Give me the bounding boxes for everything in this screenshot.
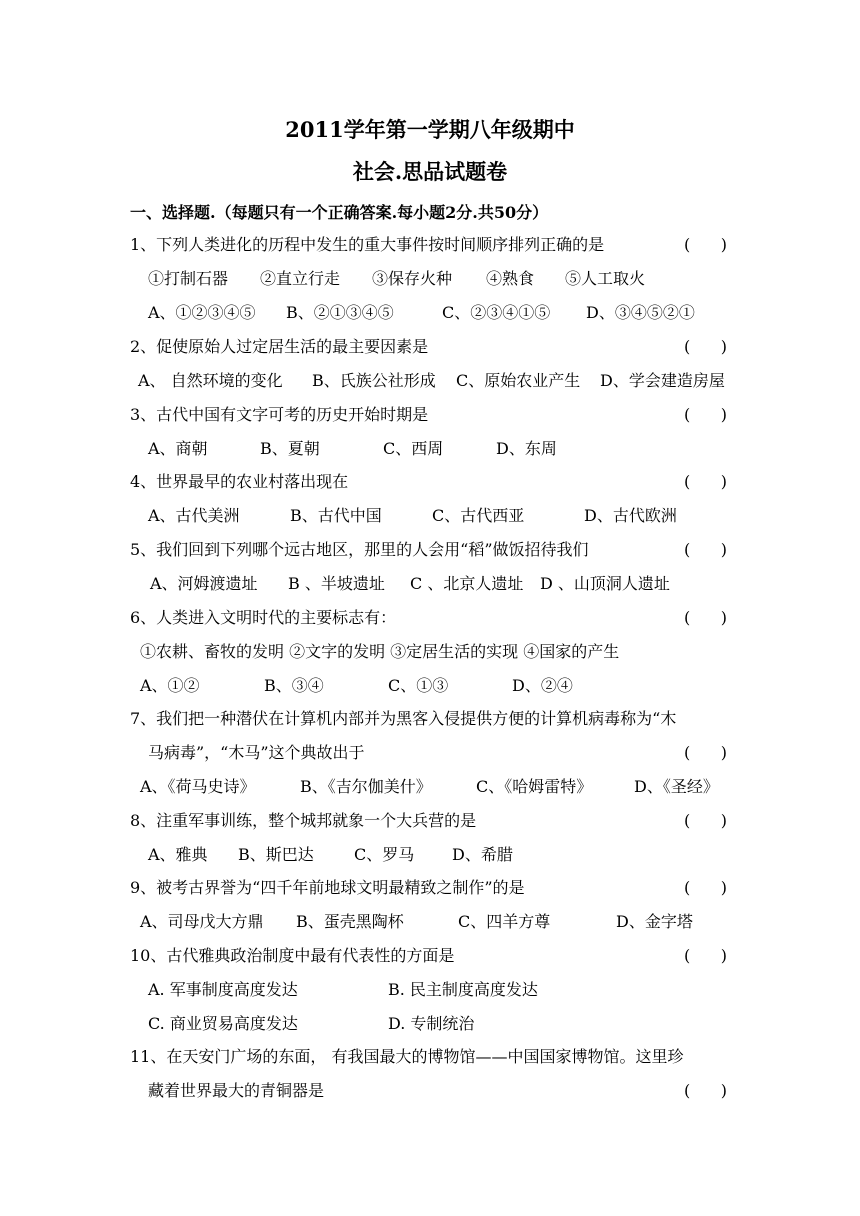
question-10-option: D. 专制统治: [388, 1014, 475, 1033]
question-2-stem: 2、促使原始人过定居生活的最主要因素是: [130, 337, 429, 356]
question-2-option: A、 自然环境的变化: [138, 371, 283, 390]
question-5-option: A、河姆渡遗址: [150, 574, 258, 593]
question-4-option: D、古代欧洲: [584, 506, 677, 525]
question-1-stem: 1、下列人类进化的历程中发生的重大事件按时间顺序排列正确的是: [130, 235, 605, 254]
question-4-option: A、古代美洲: [148, 506, 240, 525]
question-4-stem: 4、世界最早的农业村落出现在: [130, 472, 349, 491]
question-10-stem: 10、古代雅典政治制度中最有代表性的方面是: [130, 946, 455, 965]
answer-bracket: ( ): [684, 743, 727, 762]
question-5-option: B 、半坡遗址: [288, 574, 385, 593]
question-4-option: B、古代中国: [290, 506, 382, 525]
answer-bracket: ( ): [684, 235, 727, 254]
question-7-option: D、《圣经》: [634, 777, 719, 796]
question-2-option: C、原始农业产生: [456, 371, 581, 390]
answer-bracket: ( ): [684, 946, 727, 965]
answer-bracket: ( ): [684, 1081, 727, 1100]
question-3-option: D、东周: [496, 439, 557, 458]
question-8-option: B、斯巴达: [238, 845, 314, 864]
answer-bracket: ( ): [684, 405, 727, 424]
question-1-event: ①打制石器: [148, 269, 229, 288]
question-8-option: D、希腊: [452, 845, 513, 864]
question-9-stem: 9、被考古界誉为“四千年前地球文明最精致之制作”的是: [130, 878, 525, 897]
question-7-option: C、《哈姆雷特》: [476, 777, 593, 796]
answer-bracket: ( ): [684, 472, 727, 491]
question-3-option: C、西周: [383, 439, 444, 458]
question-2-option: B、氏族公社形成: [312, 371, 436, 390]
question-8-option: A、雅典: [148, 845, 208, 864]
question-5-option: D 、山顶洞人遗址: [540, 574, 670, 593]
question-7-stem-continued: 马病毒”，“木马”这个典故出于: [148, 743, 365, 762]
question-7-option: B、《吉尔伽美什》: [300, 777, 432, 796]
exam-title: 2011学年第一学期八年级期中: [285, 117, 575, 142]
question-9-option: D、金字塔: [616, 912, 693, 931]
question-8-stem: 8、注重军事训练，整个城邦就象一个大兵营的是: [130, 811, 477, 830]
question-1-option: B、②①③④⑤: [286, 303, 394, 322]
question-6-option: A、①②: [140, 676, 200, 695]
answer-bracket: ( ): [684, 811, 727, 830]
question-1-event: ②直立行走: [260, 269, 341, 288]
question-6-option: C、①③: [388, 676, 449, 695]
question-10-option: C. 商业贸易高度发达: [148, 1014, 298, 1033]
question-1-option: D、③④⑤②①: [586, 303, 695, 322]
answer-bracket: ( ): [684, 878, 727, 897]
question-6-option: B、③④: [264, 676, 324, 695]
question-3-option: B、夏朝: [260, 439, 320, 458]
question-1-event: ③保存火种: [372, 269, 453, 288]
question-9-option: A、司母戊大方鼎: [140, 912, 264, 931]
question-9-option: B、蛋壳黑陶杯: [296, 912, 404, 931]
question-10-option: A. 军事制度高度发达: [148, 980, 298, 999]
question-11-stem-continued: 藏着世界最大的青铜器是: [148, 1081, 325, 1100]
question-1-event: ④熟食: [486, 269, 535, 288]
question-1-option: C、②③④①⑤: [442, 303, 551, 322]
answer-bracket: ( ): [684, 540, 727, 559]
question-8-option: C、罗马: [354, 845, 415, 864]
question-7-stem: 7、我们把一种潜伏在计算机内部并为黑客入侵提供方便的计算机病毒称为“木: [130, 709, 677, 728]
exam-subtitle: 社会.思品试题卷: [352, 159, 508, 184]
question-11-stem: 11、在天安门广场的东面， 有我国最大的博物馆——中国国家博物馆。这里珍: [130, 1047, 684, 1066]
answer-bracket: ( ): [684, 608, 727, 627]
question-6-option: D、②④: [512, 676, 573, 695]
question-6-events: ①农耕、畜牧的发明 ②文字的发明 ③定居生活的实现 ④国家的产生: [140, 642, 620, 661]
question-5-option: C 、北京人遗址: [410, 574, 524, 593]
section-heading: 一、选择题.（每题只有一个正确答案.每小题2分.共50分）: [130, 203, 549, 222]
answer-bracket: ( ): [684, 337, 727, 356]
question-7-option: A、《荷马史诗》: [140, 777, 256, 796]
question-6-stem: 6、人类进入文明时代的主要标志有：: [130, 608, 397, 627]
question-3-option: A、商朝: [148, 439, 208, 458]
question-9-option: C、四羊方尊: [458, 912, 551, 931]
question-1-option: A、①②③④⑤: [148, 303, 256, 322]
question-5-stem: 5、我们回到下列哪个远古地区，那里的人会用“稻”做饭招待我们: [130, 540, 589, 559]
question-10-option: B. 民主制度高度发达: [388, 980, 538, 999]
question-1-event: ⑤人工取火: [565, 269, 646, 288]
question-2-option: D、学会建造房屋: [600, 371, 725, 390]
question-4-option: C、古代西亚: [432, 506, 525, 525]
question-3-stem: 3、古代中国有文字可考的历史开始时期是: [130, 405, 429, 424]
